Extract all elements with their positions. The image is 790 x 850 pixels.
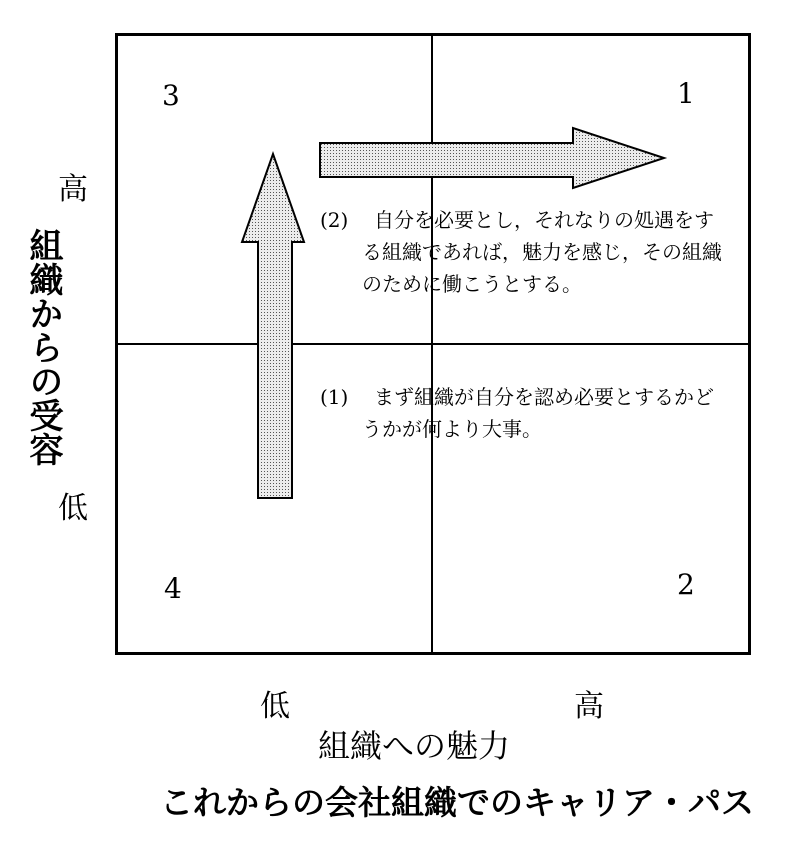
note-2-line-3: のために働こうとする。 <box>362 272 582 296</box>
x-axis-title: 組織への魅力 <box>318 727 511 765</box>
note-1-line-1 <box>320 381 714 413</box>
x-axis-high-label: 高 <box>574 689 604 724</box>
figure-caption: これからの会社組織でのキャリア・パス <box>160 783 754 822</box>
note-2 <box>320 204 722 300</box>
quadrant-2-label: 2 <box>677 568 695 601</box>
x-axis-low-label: 低 <box>260 689 290 724</box>
note-2-number: (2) <box>320 208 349 232</box>
note-2-line-1 <box>320 204 722 236</box>
upward-arrow <box>242 154 304 498</box>
y-axis-high-label: 高 <box>58 172 88 207</box>
note-1-line-2: うかが何より大事。 <box>362 417 542 441</box>
quadrant-3-label: 3 <box>162 79 180 112</box>
rightward-arrow <box>320 128 664 188</box>
note-2-text-1: 自分を必要とし，それなりの処遇をす <box>374 208 714 232</box>
note-2-line-2: る組織であれば，魅力を感じ，その組織 <box>362 240 722 264</box>
note-1-number: (1) <box>320 385 349 409</box>
quadrant-4-label: 4 <box>164 572 182 605</box>
note-1-text-1: まず組織が自分を認め必要とするかど <box>374 385 714 409</box>
quadrant-1-label: 1 <box>677 77 695 110</box>
note-1 <box>320 381 714 445</box>
y-axis-title: 組織からの受容 <box>23 228 63 466</box>
y-axis-low-label: 低 <box>58 491 88 526</box>
